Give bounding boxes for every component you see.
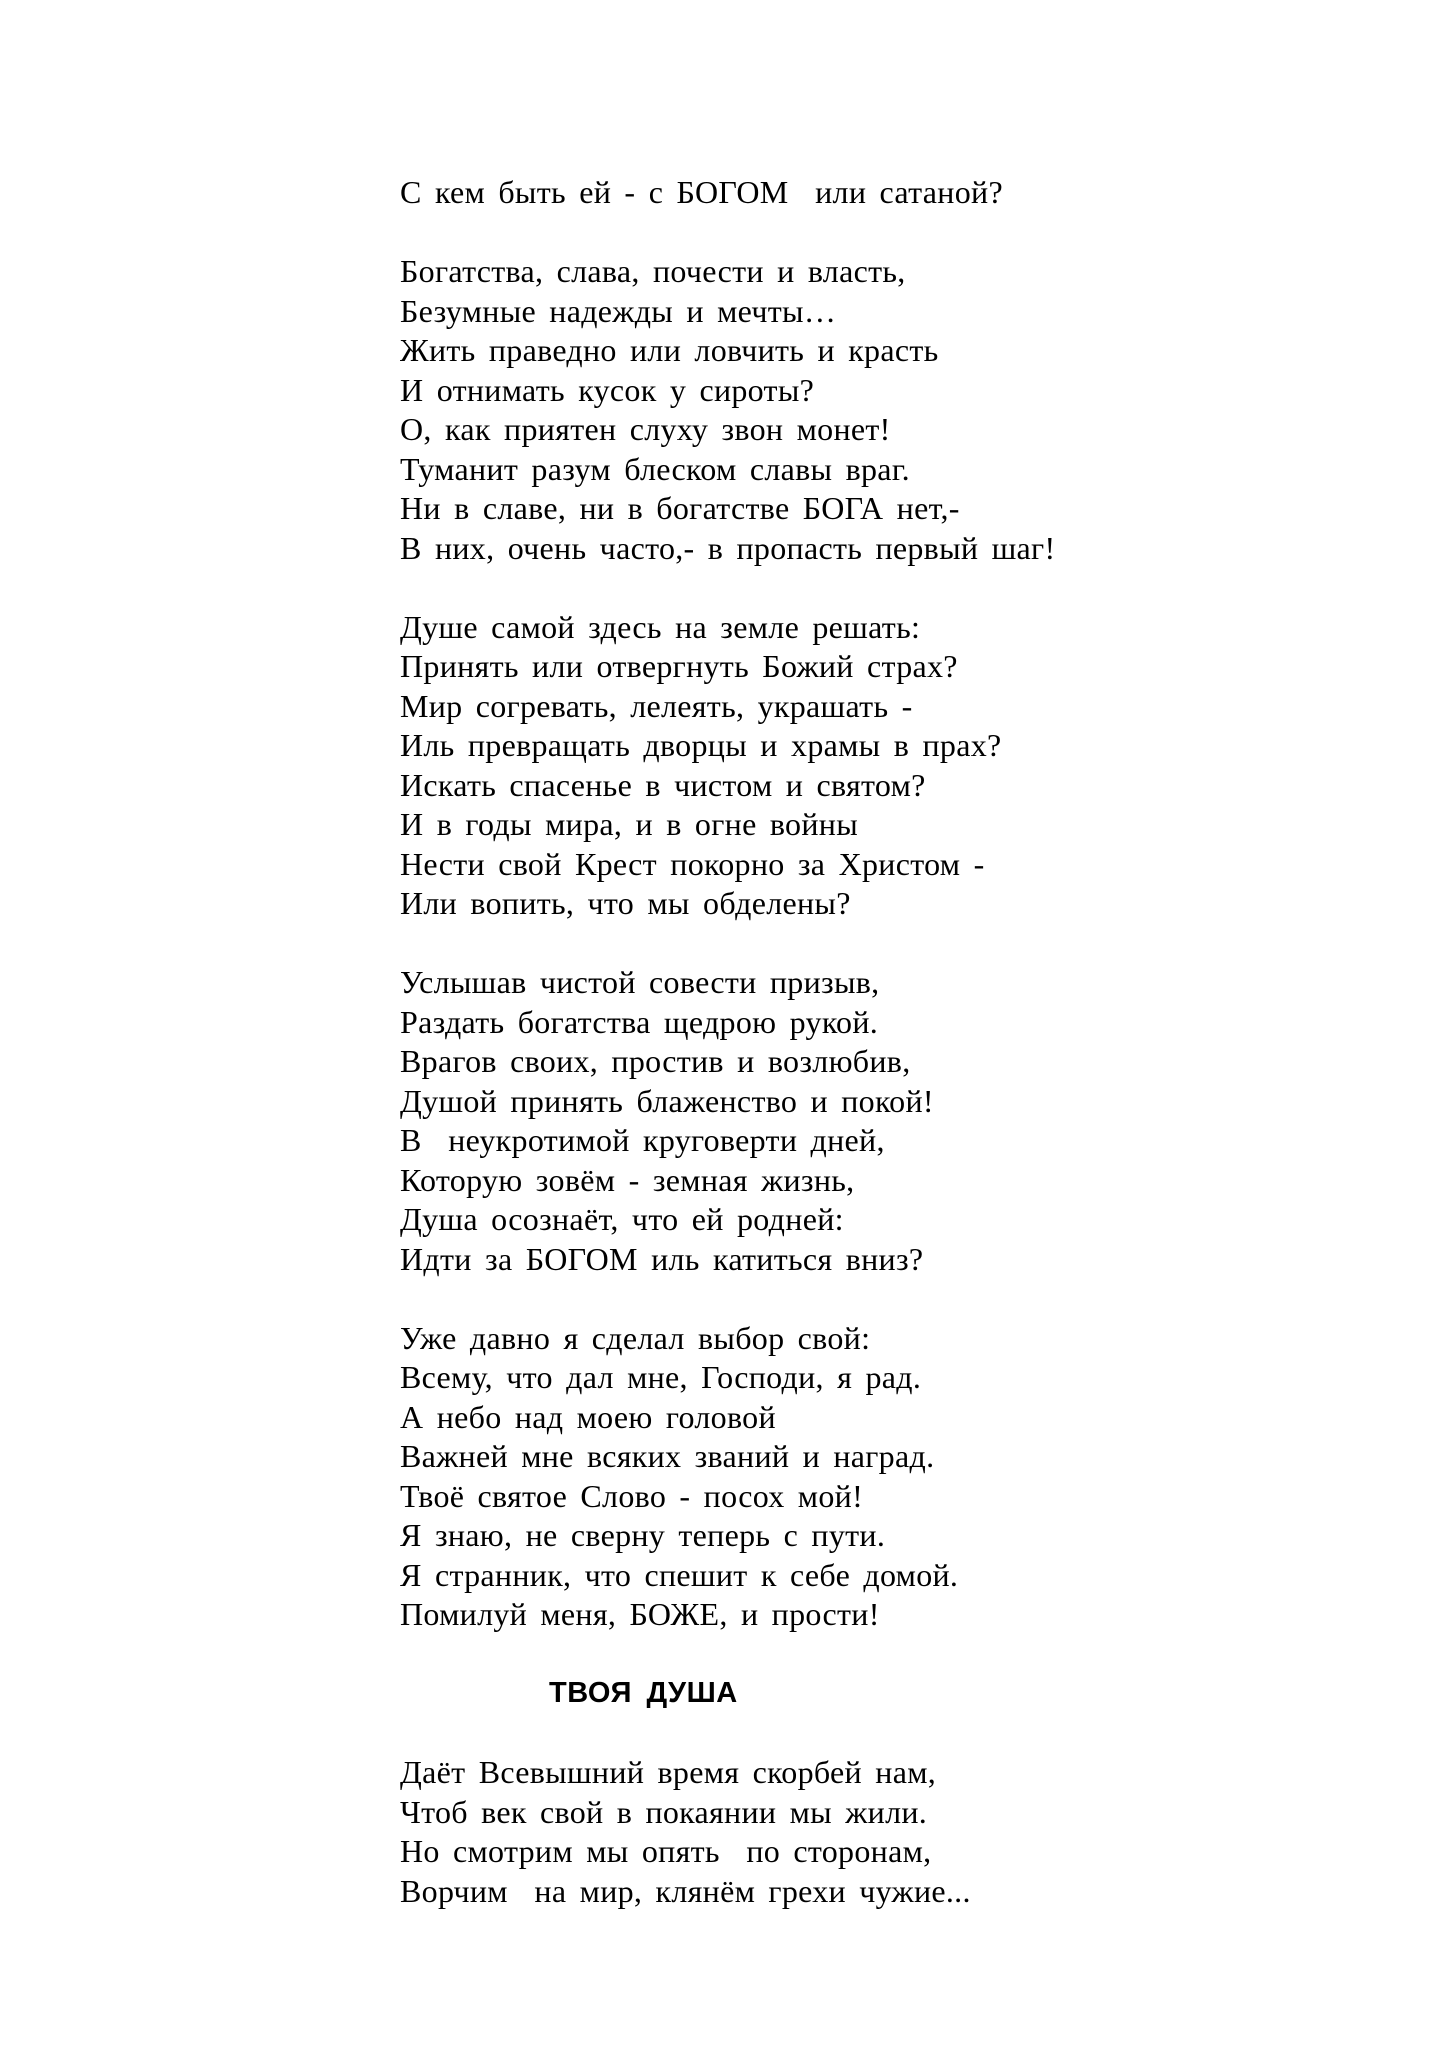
poem-line: Твоё святое Слово - посох мой! — [400, 1477, 864, 1514]
poem-line: Уже давно я сделал выбор свой: — [400, 1319, 871, 1356]
poem-title: ТВОЯ ДУША — [549, 1677, 738, 1709]
poem-line: Всему, что дал мне, Господи, я рад. — [400, 1359, 922, 1395]
poem-line: Даёт Всевышний время скорбей нам, — [400, 1754, 937, 1790]
poem-line: В неукротимой круговерти дней, — [400, 1122, 885, 1158]
poem-line: С кем быть ей - с БОГОМ или сатаной? — [400, 174, 1003, 210]
poem-line: Ворчим на мир, клянём грехи чужие... — [400, 1872, 971, 1909]
poem-line: Или вопить, что мы обделены? — [400, 885, 851, 921]
stanza-3 — [400, 963, 1420, 1279]
stanza-gap — [400, 1279, 1420, 1319]
poem-line: Искать спасенье в чистом и святом? — [400, 766, 926, 803]
stanza-gap — [400, 1714, 1420, 1754]
stanza-4 — [400, 1319, 1420, 1635]
poem-line: Раздать богатства щедрою рукой. — [400, 1003, 879, 1040]
poem-line: А небо над моею головой — [400, 1398, 776, 1435]
poem-line: Душой принять блаженство и покой! — [400, 1082, 934, 1119]
poem-line: И отнимать кусок у сироты? — [400, 371, 815, 408]
poem-line: Богатства, слава, почести и власть, — [400, 253, 906, 289]
stanza-gap — [400, 924, 1420, 964]
stanza-2 — [400, 608, 1420, 924]
stanza-gap — [400, 1635, 1420, 1675]
poem-line: Но смотрим мы опять по сторонам, — [400, 1833, 932, 1869]
poem-line: Помилуй меня, БОЖЕ, и прости! — [400, 1596, 880, 1632]
poem-line: Ни в славе, ни в богатстве БОГА нет,- — [400, 490, 960, 526]
poem-line: Нести свой Крест покорно за Христом - — [400, 845, 985, 882]
poem-line: О, как приятен слуху звон монет! — [400, 411, 891, 447]
stanza-1 — [400, 252, 1420, 568]
poem-line: Туманит разум блеском славы враг. — [400, 450, 910, 487]
poem-line: Душе самой здесь на земле решать: — [400, 608, 921, 645]
poem-line: Врагов своих, простив и возлюбив, — [400, 1043, 911, 1079]
stanza-gap — [400, 568, 1420, 608]
next-poem-stanza-1 — [400, 1753, 1420, 1911]
poem-line: Принять или отвергнуть Божий страх? — [400, 648, 958, 684]
poem-line: В них, очень часто,- в пропасть первый шаг! — [400, 529, 1056, 566]
poem-line: Жить праведно или ловчить и красть — [400, 332, 939, 368]
intro-stanza — [400, 173, 1420, 213]
poem-line: Я странник, что спешит к себе домой. — [400, 1556, 959, 1593]
poem-line: Идти за БОГОМ иль катиться вниз? — [400, 1240, 924, 1277]
poem-line: Безумные надежды и мечты… — [400, 292, 837, 329]
poem-line: Чтоб век свой в покаянии мы жили. — [400, 1793, 928, 1830]
poem-line: Я знаю, не сверну теперь с пути. — [400, 1517, 886, 1553]
poem-line: Мир согревать, лелеять, украшать - — [400, 687, 913, 724]
poem-line: Которую зовём - земная жизнь, — [400, 1161, 855, 1198]
poem-line: Важней мне всяких званий и наград. — [400, 1438, 935, 1474]
poem-text — [400, 173, 1420, 1911]
poem-line: Душа осознаёт, что ей родней: — [400, 1201, 844, 1237]
stanza-gap — [400, 213, 1420, 253]
poem-line: Услышав чистой совести призыв, — [400, 964, 880, 1000]
poem-line: И в годы мира, и в огне войны — [400, 806, 859, 842]
poem-line: Иль превращать дворцы и храмы в прах? — [400, 727, 1002, 763]
